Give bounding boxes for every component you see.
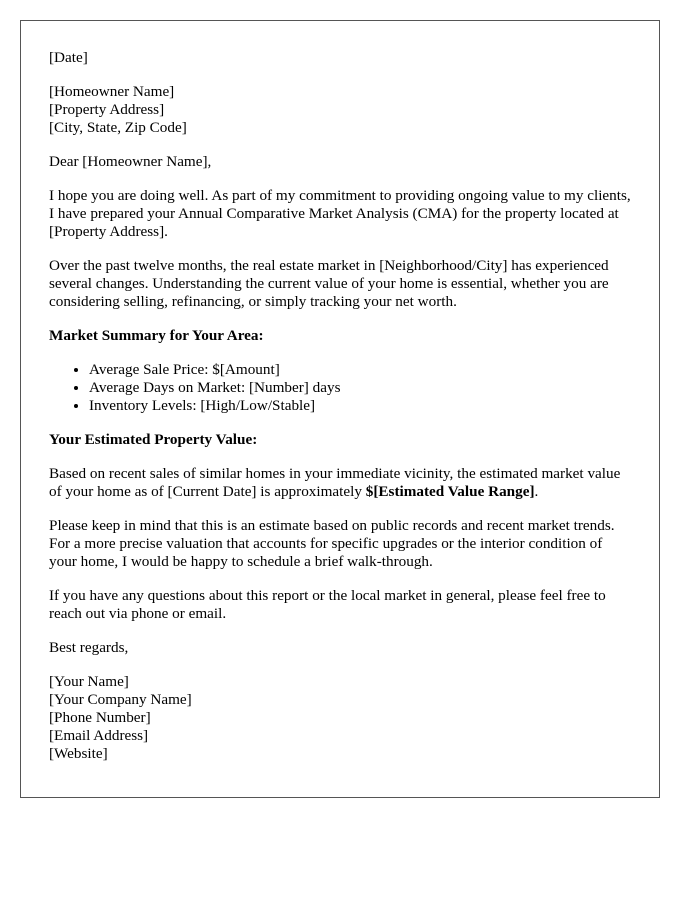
recipient-address-block — [49, 83, 631, 137]
estimate-text-end: . — [534, 483, 539, 500]
salutation: Dear [Homeowner Name], — [49, 153, 212, 170]
signature-name: [Your Name] — [49, 673, 129, 690]
signature-company: [Your Company Name] — [49, 691, 192, 708]
disclaimer-paragraph: Please keep in mind that this is an estimate based on public records and recent market trends. For a more precise valuation that accounts for specific upgrades or the interior condition of your home, I would be happy to schedule a brief walk-through. — [49, 517, 615, 570]
list-item: • Average Sale Price: $[Amount] — [89, 361, 631, 379]
market-summary-list — [49, 361, 631, 415]
date-block — [49, 49, 631, 67]
recipient-address: [Property Address] — [49, 101, 165, 118]
estimate-paragraph — [49, 465, 631, 501]
market-summary-heading: Market Summary for Your Area: — [49, 327, 264, 344]
list-item: • Average Days on Market: [Number] days — [89, 379, 631, 397]
estimate-text: Based on recent sales of similar homes in your immediate vicinity, the estimated market value of your home as of [Current Date] is approximately — [49, 465, 621, 500]
intro-paragraph: I hope you are doing well. As part of my commitment to providing ongoing value to my clients, I have prepared your Annual Comparative Market Analysis (CMA) for the property located at [Property Address]. — [49, 187, 631, 240]
estimated-value-heading: Your Estimated Property Value: — [49, 431, 258, 448]
signature-phone: [Phone Number] — [49, 709, 151, 726]
list-item: • Inventory Levels: [High/Low/Stable] — [89, 397, 631, 415]
signature-website: [Website] — [49, 745, 108, 762]
questions-paragraph: If you have any questions about this report or the local market in general, please feel free to reach out via phone or email. — [49, 587, 606, 622]
estimated-value-range: $[Estimated Value Range] — [365, 483, 535, 500]
date: [Date] — [49, 49, 88, 66]
signature-email: [Email Address] — [49, 727, 149, 744]
letter — [20, 20, 660, 798]
closing: Best regards, — [49, 639, 129, 656]
recipient-name: [Homeowner Name] — [49, 83, 175, 100]
signature-block — [49, 673, 631, 763]
recipient-city-state-zip: [City, State, Zip Code] — [49, 119, 187, 136]
market-paragraph: Over the past twelve months, the real estate market in [Neighborhood/City] has experienced several changes. Understanding the current value of your home is essential, whether you are considering selling, refinancing, or simply tracking your net worth. — [49, 257, 609, 310]
